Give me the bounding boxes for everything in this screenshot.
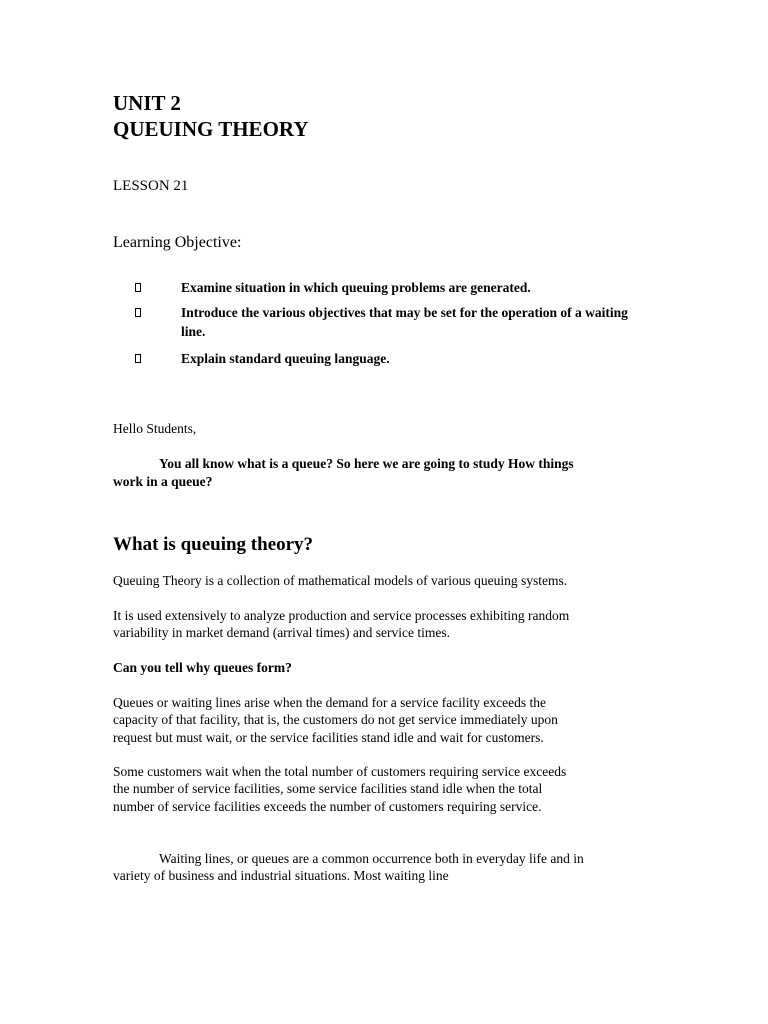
unit-number: UNIT 2 [113, 91, 181, 115]
learning-objective-heading: Learning Objective: [113, 234, 242, 251]
objective-item [134, 303, 654, 341]
section-heading: What is queuing theory? [113, 534, 314, 555]
square-bullet-icon [135, 354, 141, 363]
usage-paragraph: It is used extensively to analyze production and service processes exhibiting random variability in market demand (arrival times) and service times. [113, 608, 570, 641]
waiting-lines-paragraph: Waiting lines, or queues are a common occurrence both in everyday life and in variety of business and industrial situations. Most waiting line [113, 851, 584, 884]
greeting: Hello Students, [113, 421, 197, 436]
objective-item [134, 278, 654, 297]
square-bullet-icon [135, 308, 141, 317]
objective-text: Examine situation in which queuing problems are generated. [181, 280, 531, 295]
lesson-number: LESSON 21 [113, 178, 189, 194]
objective-text: Explain standard queuing language. [181, 351, 390, 366]
objective-text: Introduce the various objectives that may be set for the operation of a waiting line. [181, 305, 628, 339]
objectives-list [134, 278, 654, 368]
unit-title: QUEUING THEORY [113, 117, 309, 141]
objective-item [134, 349, 654, 368]
why-queues-paragraph: Queues or waiting lines arise when the demand for a service facility exceeds the capacity of that facility, that is, the customers do not get service immediately upon request but must wait, or the service facilities stand idle and wait for customers. [113, 695, 558, 745]
customers-wait-paragraph: Some customers wait when the total number of customers requiring service exceeds the number of service facilities, some service facilities stand idle when the total number of service facilities exceeds the number of customers requiring service. [113, 764, 567, 814]
intro-paragraph: You all know what is a queue? So here we are going to study How things work in a queue? [113, 456, 574, 489]
question-heading: Can you tell why queues form? [113, 660, 292, 675]
definition-paragraph: Queuing Theory is a collection of mathematical models of various queuing systems. [113, 573, 568, 588]
unit-title-block [113, 90, 309, 142]
square-bullet-icon [135, 283, 141, 292]
